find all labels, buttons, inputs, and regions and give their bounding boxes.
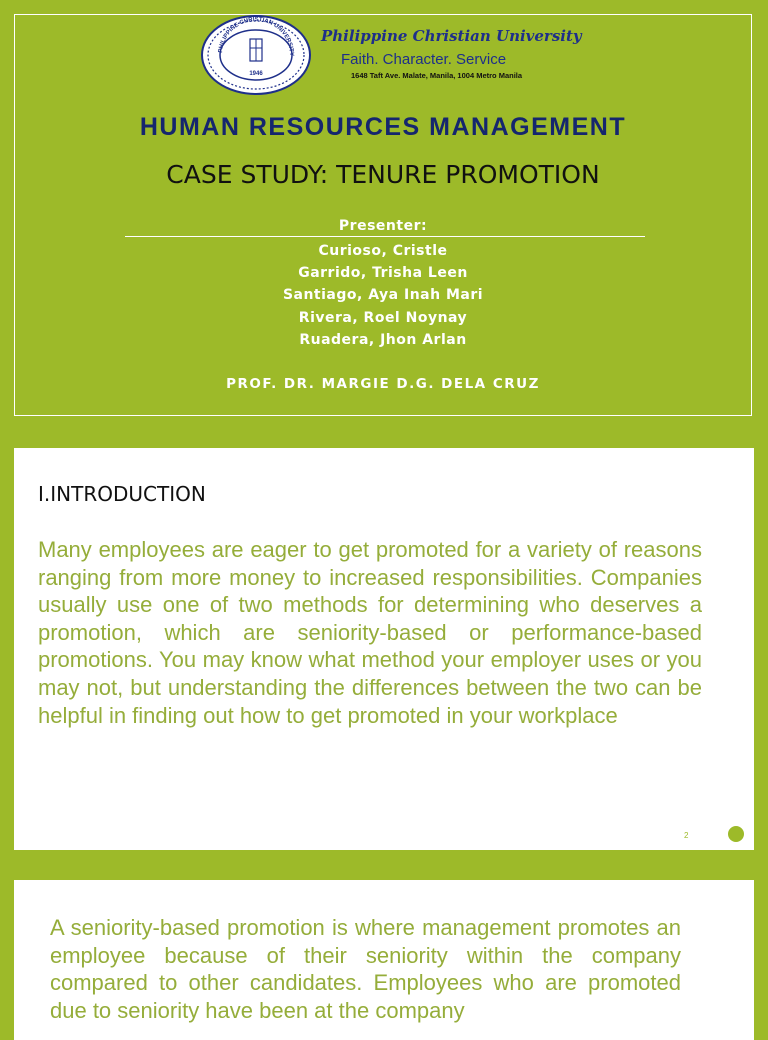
presenter-divider <box>125 236 645 237</box>
university-name: Philippine Christian University <box>321 27 582 45</box>
presenter-name: Santiago, Aya Inah Mari <box>282 287 484 304</box>
presenter-name: Ruadera, Jhon Arlan <box>299 331 467 348</box>
title-slide <box>14 14 752 416</box>
presenter-name: Curioso, Cristle <box>318 243 448 259</box>
page-indicator-dot <box>728 826 744 842</box>
university-seal-icon <box>201 15 311 95</box>
seal-text: PHILIPPINE CHRISTIAN UNIVERSITY <box>218 16 295 57</box>
deck-title: HUMAN RESOURCES MANAGEMENT <box>139 113 627 141</box>
section-heading: I.INTRODUCTION <box>38 482 206 506</box>
university-motto: Faith. Character. Service <box>341 51 507 68</box>
introduction-paragraph: Many employees are eager to get promoted for a variety of reasons ranging from more money to increased responsibilities. Companies usually use one of two methods for determining who deserves a promotion, which are seniority-based or performance-based promotions. You may know what method your employer uses or you may not, but understanding the differences between the two can be helpful in finding out how to get promoted in your workplace <box>38 537 702 728</box>
presenter-label: Presenter: <box>338 218 428 234</box>
seniority-paragraph: A seniority-based promotion is where management promotes an employee because of their seniority within the company compared to other candidates. Employees who are promoted due to seniority have been at the company <box>50 915 681 1023</box>
presenter-list <box>15 240 751 351</box>
seniority-slide <box>14 880 754 1040</box>
seal-year: 1946 <box>249 71 263 77</box>
introduction-slide <box>14 448 754 850</box>
presenter-name: Garrido, Trisha Leen <box>298 265 468 282</box>
university-header <box>201 15 601 99</box>
professor-name: PROF. DR. MARGIE D.G. DELA CRUZ <box>226 376 540 392</box>
presenter-name: Rivera, Roel Noynay <box>298 309 468 326</box>
page-number: 2 <box>684 831 689 840</box>
university-address: 1648 Taft Ave. Malate, Manila, 1004 Metro Manila <box>351 71 523 80</box>
deck-subtitle: CASE STUDY: TENURE PROMOTION <box>166 160 600 189</box>
